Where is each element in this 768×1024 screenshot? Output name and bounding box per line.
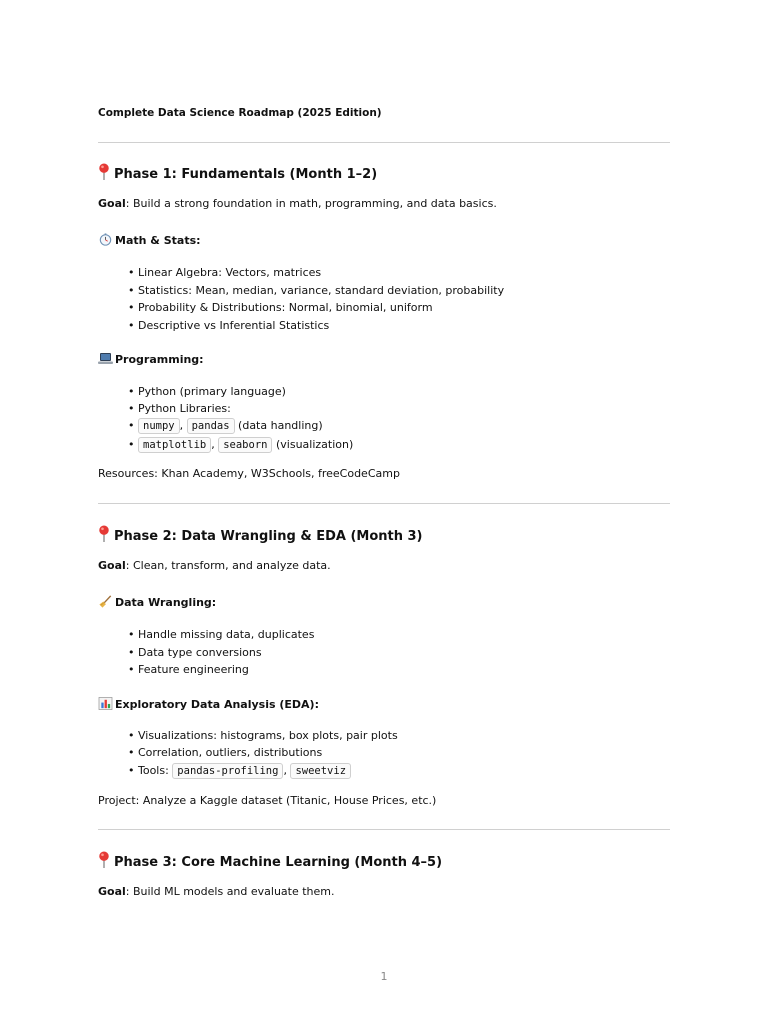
programming-label: Programming: [115,353,204,366]
data-wrangling-label: Data Wrangling: [115,596,217,609]
phase-3-goal [98,885,335,898]
list-item [128,438,353,452]
list-item: • Probability & Distributions: Normal, binomial, uniform [128,301,433,314]
list-item [128,764,351,778]
list-item: • Correlation, outliers, distributions [128,746,323,759]
project-line: Project: Analyze a Kaggle dataset (Titanic, House Prices, etc.) [98,794,437,807]
lib-description: (data handling) [234,419,323,432]
list-item: • Visualizations: histograms, box plots, pair plots [128,729,398,742]
bar-chart-icon [98,697,113,710]
code-numpy: numpy [138,418,180,434]
programming-heading [98,352,204,366]
phase-2-title: Phase 2: Data Wrangling & EDA (Month 3) [114,529,423,544]
goal-text: : Clean, transform, and analyze data. [125,559,331,572]
math-stats-label: Math & Stats: [115,234,201,247]
document-title: Complete Data Science Roadmap (2025 Edition) [98,107,382,119]
phase-3-heading [98,851,442,870]
phase-2-heading [98,525,423,544]
divider [98,142,670,143]
phase-1-goal [98,197,497,210]
divider [98,829,670,830]
comma: , [179,419,187,432]
list-item: • Handle missing data, duplicates [128,628,315,641]
code-pandas-profiling: pandas-profiling [172,763,283,779]
code-seaborn: seaborn [218,437,272,453]
list-item: • Python (primary language) [128,385,286,398]
map-pin-icon [98,851,110,868]
list-item: • Linear Algebra: Vectors, matrices [128,266,322,279]
bullet: • [128,419,138,432]
list-item [128,419,323,433]
page-number: 1 [380,970,388,983]
code-pandas: pandas [187,418,235,434]
list-item: • Statistics: Mean, median, variance, standard deviation, probability [128,284,505,297]
bullet: • [128,438,138,451]
eda-label: Exploratory Data Analysis (EDA): [115,698,319,711]
goal-text: : Build a strong foundation in math, programming, and data basics. [125,197,497,210]
goal-label: Goal [98,197,126,210]
resources-line: Resources: Khan Academy, W3Schools, freeCodeCamp [98,467,400,480]
comma: , [283,764,291,777]
phase-3-title: Phase 3: Core Machine Learning (Month 4–5) [114,855,443,870]
tools-label: • Tools: [128,764,173,777]
math-stats-heading [98,233,201,247]
eda-heading [98,697,319,711]
list-item: • Data type conversions [128,646,262,659]
goal-label: Goal [98,559,126,572]
list-item: • Feature engineering [128,663,249,676]
list-item: • Python Libraries: [128,402,231,415]
code-matplotlib: matplotlib [138,437,211,453]
phase-1-heading [98,163,377,182]
goal-text: : Build ML models and evaluate them. [125,885,335,898]
stopwatch-icon [98,233,113,246]
broom-icon [98,595,113,608]
code-sweetviz: sweetviz [290,763,351,779]
comma: , [211,438,219,451]
map-pin-icon [98,163,110,180]
laptop-icon [98,352,113,365]
phase-1-title: Phase 1: Fundamentals (Month 1–2) [114,167,378,182]
map-pin-icon [98,525,110,542]
phase-2-goal [98,559,331,572]
goal-label: Goal [98,885,126,898]
data-wrangling-heading [98,595,216,609]
divider [98,503,670,504]
lib-description: (visualization) [272,438,354,451]
list-item: • Descriptive vs Inferential Statistics [128,319,330,332]
